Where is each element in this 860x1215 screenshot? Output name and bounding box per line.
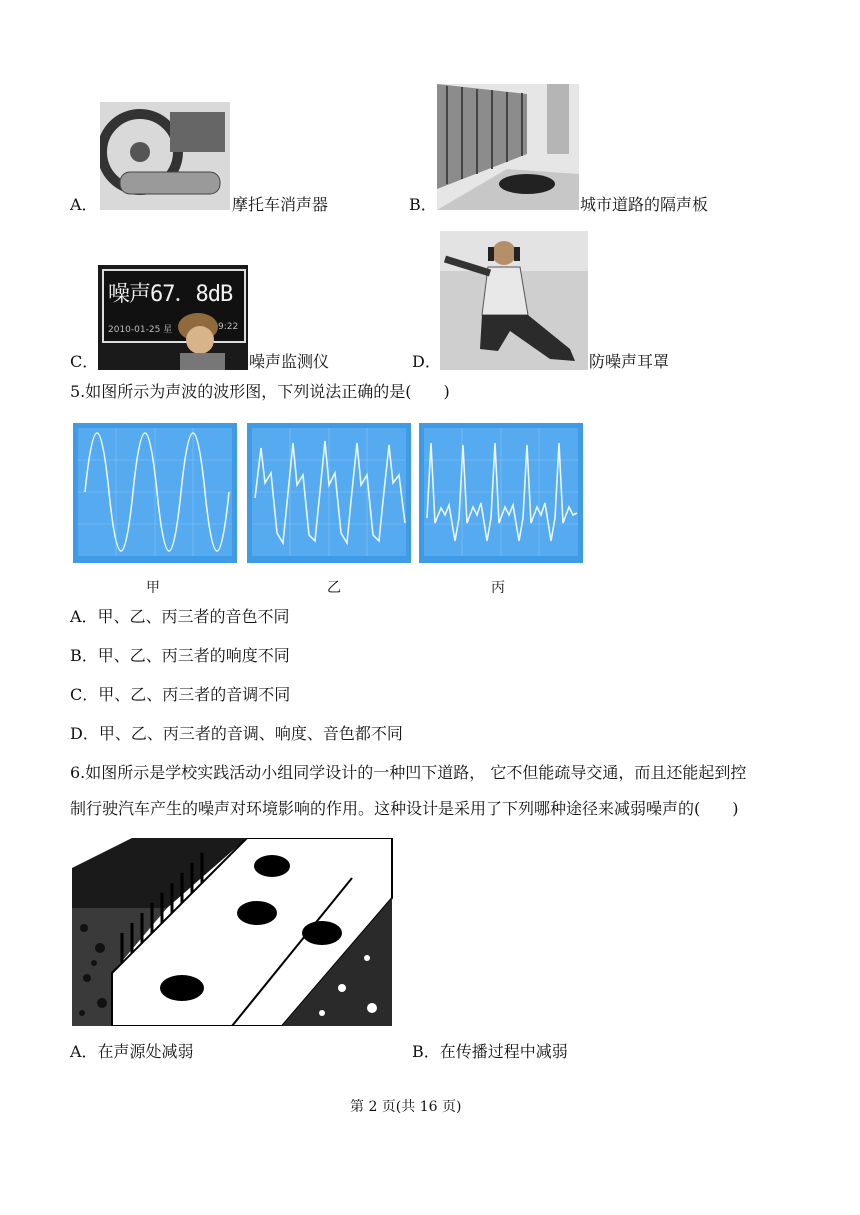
q5-option-b: B．甲、乙、丙三者的响度不同 <box>70 646 290 665</box>
q4-option-b-letter: B． <box>409 195 437 214</box>
waveform-jia-trace <box>73 423 237 563</box>
page-footer: 第 2 页(共 16 页) <box>350 1099 462 1115</box>
q6-stem-line1: 6.如图所示是学校实践活动小组同学设计的一种凹下道路， 它不但能疏导交通，而且还能起到控 <box>70 763 747 782</box>
waveform-label-jia: 甲 <box>146 580 160 596</box>
q4-option-c-caption: 噪声监测仪 <box>249 352 330 371</box>
waveform-bing-scope <box>419 423 583 563</box>
q6-option-a: A．在声源处减弱 <box>70 1042 194 1061</box>
worker-with-earmuffs-icon <box>440 231 588 370</box>
q4-option-c-letter: C． <box>70 352 99 371</box>
waveform-label-bing: 丙 <box>491 580 505 596</box>
noise-monitor-date: 2010-01-25 星 <box>108 325 173 335</box>
q6-stem-line2: 制行驶汽车产生的噪声对环境影响的作用。这种设计是采用了下列哪种途径来减弱噪声的( ) <box>70 799 739 818</box>
q4-option-a-caption: 摩托车消声器 <box>232 195 329 214</box>
waveform-yi-scope <box>247 423 411 563</box>
waveform-yi-trace <box>247 423 411 563</box>
noise-monitor-reading: 噪声67．8dB <box>108 282 233 307</box>
q5-option-c: C．甲、乙、丙三者的音调不同 <box>70 685 291 704</box>
q5-stem: 5.如图所示为声波的波形图，下列说法正确的是( ) <box>70 382 450 401</box>
sound-barrier-road-photo <box>437 84 579 210</box>
motorcycle-muffler-icon <box>100 102 230 210</box>
q6-option-b: B．在传播过程中减弱 <box>412 1042 568 1061</box>
q4-option-b-caption: 城市道路的隔声板 <box>580 195 709 214</box>
person-icon <box>98 265 248 370</box>
waveform-label-yi: 乙 <box>327 580 341 596</box>
q4-option-d-caption: 防噪声耳罩 <box>589 352 670 371</box>
sunken-road-illustration <box>72 838 394 1026</box>
noise-monitor-photo <box>98 265 248 370</box>
q5-option-d: D．甲、乙、丙三者的音调、响度、音色都不同 <box>70 724 403 743</box>
sound-barrier-icon <box>437 84 579 210</box>
q4-option-a-letter: A． <box>70 195 98 214</box>
q4-option-d-letter: D． <box>412 352 441 371</box>
q5-option-a: A．甲、乙、丙三者的音色不同 <box>70 607 290 626</box>
noise-monitor-time: 9:22 <box>218 322 239 332</box>
sunken-road-icon <box>72 838 394 1026</box>
earmuff-worker-photo <box>440 231 588 370</box>
waveform-jia-scope <box>73 423 237 563</box>
motorcycle-muffler-photo <box>100 102 230 210</box>
waveform-bing-trace <box>419 423 583 563</box>
